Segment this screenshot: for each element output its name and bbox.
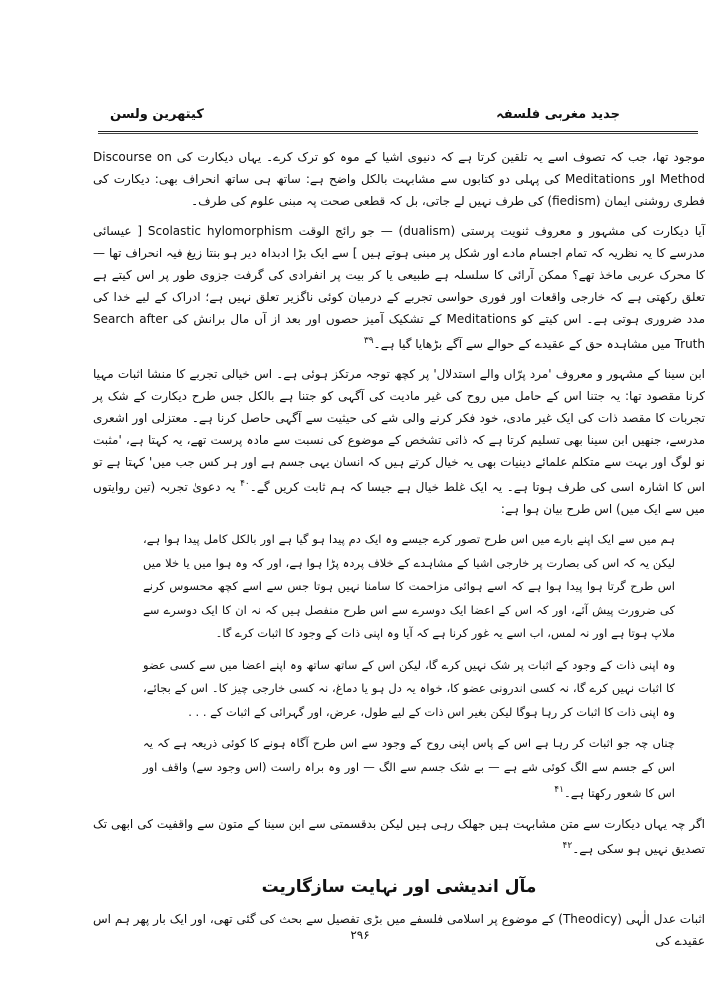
quote-paragraph-3 [143,732,675,805]
footnote-ref-39: ۳۹ [363,336,374,346]
paragraph-3 [93,363,705,520]
running-header-author: کیتھرین ولسن [110,107,204,122]
header-rule-2 [98,133,698,134]
body-text [93,146,705,960]
footnote-ref-40: ۴۰ [240,479,250,489]
paragraph-3-tail: یہ دعویٰ تجربہ (تین روایتوں میں سے ایک میں) اس طرح بیان ہوا ہے: [93,480,705,516]
block-quote [143,528,675,805]
quote-paragraph-3-text: چناں چہ جو اثبات کر رہا ہے اس کے پاس اپنی روح کے وجود سے اس طرح آگاہ ہونے کا کوئی ذریعہ ہے کہ یہ اس کے جسم سے الگ کوئی شے ہے — بے شک جسم سے الگ — اور وہ براہ راست (اس وجود سے) واقف اور اس کا شعور رکھتا ہے۔ [143,736,675,800]
quote-paragraph-1: ہم میں سے ایک اپنے بارے میں اس طرح تصور کرے جیسے وہ ایک دم پیدا ہو گیا ہے اور بالکل کامل پیدا ہوا ہے، لیکن یہ کہ اس کی بصارت پر خارجی اشیا کے مشاہدے کے خلاف پردہ پڑا ہوا ہے، اور کہ وہ ہوا میں یا خلا میں اس طرح گرتا ہوا پیدا ہوا ہے کہ اسے ہوائی مزاحمت کا سامنا نہیں ہوتا جس سے اسے کچھ محسوس کرنے کی ضرورت پیش آئے، اور کہ اس کے اعضا ایک دوسرے سے اس طرح منفصل ہیں کہ نہ ان کا ایک دوسرے سے ملاپ ہوتا ہے اور نہ لمس، اب اسے یہ غور کرنا ہے کہ آیا وہ اپنی ذات کے وجود کا اثبات کرے گا۔ [143,532,675,640]
footnote-ref-41: ۴۱ [554,785,564,795]
header-rule [98,131,698,132]
paragraph-1: موجود تھا، جب کہ تصوف اسے یہ تلقین کرتا ہے کہ دنیوی اشیا کے موہ کو ترک کرے۔ یہاں دیکارت کی Discourse on Method اور Meditations کی پہلی دو کتابوں سے مشابہت بالکل واضح ہے: ساتھ ہی ساتھ انحراف بھی: دیکارت کی فطری روشنی ایمان (fiedism) کی طرف نہیں لے جاتی، بل کہ قطعی صحت پہ مبنی علوم کی طرف۔ [93,150,706,208]
paragraph-5: اثبات عدل الٰہی (Theodicy) کے موضوع پر اسلامی فلسفے میں بڑی تفصیل سے بحث کی گئی تھی، اور ایک بار پھر ہم اس عقیدے کی [93,912,705,949]
quote-paragraph-2: وہ اپنی ذات کے وجود کے اثبات پر شک نہیں کرے گا، لیکن اس کے ساتھ ساتھ وہ اپنے اعضا میں سے کسی عضو کا اثبات نہیں کرے گا، نہ کسی اندرونی عضو کا، خواہ یہ دل ہو یا دماغ، نہ کسی خارجی چیز کا۔ اس کے بجائے، وہ اپنی ذات کا اثبات کر رہا ہوگا لیکن بغیر اس ذات کے لیے طول، عرض، اور گہرائی کے اثبات کے . . . [143,657,675,719]
paragraph-2 [93,220,705,355]
page-number: ۲۹۶ [350,928,370,942]
section-heading: مآل اندیشی اور نہایت سازگاریت [261,877,537,898]
running-header-title: جدید مغربی فلسفہ [496,107,620,122]
footnote-ref-42: ۴۲ [562,841,573,852]
paragraph-3-text: ابن سینا کے مشہور و معروف 'مرد پرّاں والے استدلال' پر کچھ توجہ مرتکز ہوئی ہے۔ اس خیالی تجربے کا منشا اثبات مہیا کرنا مقصود تھا: یہ جتنا اس کے حامل میں روح کی غیر مادیت کی آگہی کو جتنا ہے بالکل جس طرح دیکارت کے شک پر تجربات کا مقصد ذات کی ایک غیر مادی، خود فکر کرنے والی شے کی حیثیت سے آگہی حاصل کرنا ہے۔ معتزلی اور اشعری مدرسے، جنھیں ابن سینا بھی تسلیم کرتا ہے کہ ذاتی تشخص کے موضوع کی نسبت سے مادہ پرست تھے، یہ کہتا ہے، 'مثبت نو لوگ اور بہت سے متکلم علمائے دینیات بھی یہ خیال کرتے ہیں کہ انسان یہی جسم ہے اور ہر کس جب میں' کہتا ہے تو اس کا اشارہ اسی کی طرف ہوتا ہے۔ یہ ایک غلط خیال ہے جیسا کہ ہم ثابت کریں گے۔ [93,367,706,494]
paragraph-2-text: آیا دیکارت کی مشہور و معروف ثنویت پرستی (dualism) — جو رائج الوقت Scolastic hylomorphism [ عیسائی مدرسے کا یہ نظریہ کہ تمام اجسام مادے اور شکل پر مبنی ہوتے ہیں ] سے ایک بڑا ادبداہ دیر ہو بنتا زیغ فیہ انحراف تھا — کا محرک عربی ماخذ تھے؟ ممکن آرائی کا سلسلہ ہے طبیعی یا کر بیت پر انفرادی کی گرفت جزوی طور پر اس کیتے ہے تعلق رکھتی ہے کہ خارجی واقعات اور فوری حواسی تجربے کے درمیان کوئی ناگزیر تعلق نہیں ہے؛ ادراک کے لیے خدا کی مدد ضروری ہوتی ہے۔ اس کیتے کو Meditations کے تشکیک آمیز حصوں اور بعد از آں مال برانش کی Search after Truth میں مشاہدہ حق کے عقیدے کے حوالے سے آگے بڑھایا گیا ہے۔ [93,224,706,351]
paragraph-4 [93,813,705,860]
paragraph-4-text: اگر چہ یہاں دیکارت سے متن مشابہت ہیں جھلک رہی ہیں لیکن بدقسمتی سے ابن سینا کے متون سے واقفیت کی ابھی تک تصدیق نہیں ہو سکی ہے۔ [93,817,705,857]
